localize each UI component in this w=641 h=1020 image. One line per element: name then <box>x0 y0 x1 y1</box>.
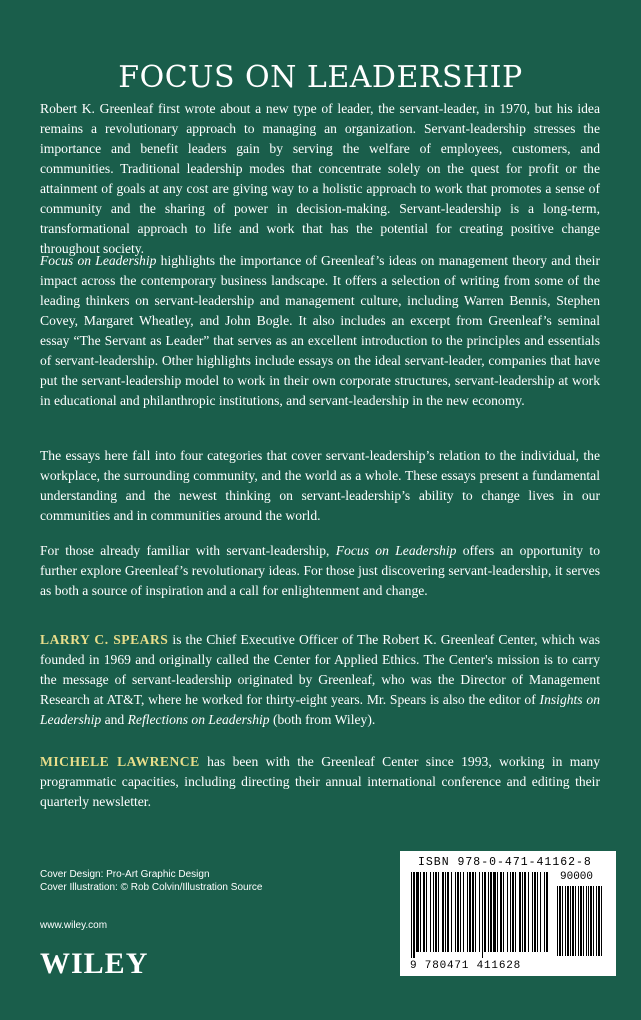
bio-text: has been with the Greenleaf Center since 1993, working in many programmatic capacities, including directing their annual international conference and editing their quarterly newsletter. <box>40 754 600 809</box>
description-paragraph-2 <box>40 251 600 411</box>
barcode-bar <box>482 872 483 958</box>
paragraph-text: offers an opportunity to further explore Greenleaf’s revolutionary ideas. For those just discovering servant-leadership, it serves as both a source of inspiration and a call for enlightenment and change. <box>40 543 600 598</box>
addon-bar <box>567 886 569 956</box>
barcode-bar <box>510 872 511 952</box>
book-title-italic: Focus on Leadership <box>40 253 157 268</box>
isbn-label: ISBN 978-0-471-41162-8 <box>418 856 592 869</box>
publisher-logo: WILEY <box>40 947 149 980</box>
barcode-graphic <box>407 870 607 958</box>
barcode-bar <box>512 872 514 952</box>
barcode-bar <box>488 872 489 952</box>
barcode-bar <box>438 872 439 952</box>
addon-bar <box>570 886 571 956</box>
addon-bar <box>583 886 584 956</box>
bio-text: and <box>101 712 128 727</box>
barcode-bar <box>493 872 496 952</box>
author-name: LARRY C. SPEARS <box>40 632 169 647</box>
barcode-bar <box>460 872 461 952</box>
barcode-digits: 9 780471 411628 <box>410 960 522 972</box>
addon-bar <box>562 886 563 956</box>
cover-credits <box>40 868 262 894</box>
book-reference: Insights on Leadership <box>40 692 600 727</box>
barcode-bar <box>463 872 464 952</box>
author-bio-lawrence <box>40 752 600 812</box>
barcode-bar <box>472 872 474 952</box>
addon-bar <box>588 886 589 956</box>
barcode-bar <box>423 872 425 952</box>
description-paragraph-4 <box>40 541 600 601</box>
addon-bar <box>593 886 594 956</box>
barcode-bar <box>534 872 536 952</box>
book-title: FOCUS ON LEADERSHIP <box>118 60 523 96</box>
paragraph-text: The essays here fall into four categories that cover servant-leadership’s relation to the individual, the workplace, the surrounding community, and the world as a whole. These essays present a fundamental understanding and the newest thinking on servant-leadership’s ability to change lives in our communities and in communities around the world. <box>40 448 600 523</box>
barcode-bar <box>515 872 516 952</box>
barcode-bar <box>519 872 521 952</box>
barcode-bar <box>451 872 452 952</box>
publisher-website: www.wiley.com <box>40 920 108 931</box>
barcode-bar <box>467 872 468 952</box>
barcode-bar <box>433 872 434 952</box>
barcode-bar <box>524 872 526 952</box>
addon-bar <box>580 886 582 956</box>
addon-bar <box>596 886 597 956</box>
barcode-bar <box>469 872 471 952</box>
author-name: MICHELE LAWRENCE <box>40 754 200 769</box>
price-code: 90000 <box>560 871 594 883</box>
barcode-bar <box>420 872 421 952</box>
barcode-bar <box>544 872 545 952</box>
barcode-bar <box>497 872 498 952</box>
barcode-bar <box>500 872 502 952</box>
book-reference: Reflections on Leadership <box>127 712 270 727</box>
barcode-bar <box>411 872 412 958</box>
barcode-bar <box>528 872 529 952</box>
bio-text: (both from Wiley). <box>269 712 376 727</box>
barcode-bar <box>430 872 431 952</box>
bio-text: is the Chief Executive Officer of The Robert K. Greenleaf Center, which was founded in 1969 and originally called the Center for Applied Ethics. The Center's mission is to carry the message of servant-leadership originated by Greenleaf, who was the Director of Management Research at AT&T, where he worked for thirty-eight years. Mr. Spears is also the editor of <box>40 632 600 707</box>
barcode-bar <box>447 872 449 952</box>
barcode-bar <box>435 872 437 952</box>
book-title-italic: Focus on Leadership <box>335 543 457 558</box>
addon-bar <box>601 886 602 956</box>
cover-illustration-credit: Cover Illustration: © Rob Colvin/Illustration Source <box>40 882 263 893</box>
barcode-bar <box>546 872 548 952</box>
description-paragraph-1 <box>40 99 600 259</box>
addon-bar <box>559 886 561 956</box>
barcode-bar <box>503 872 504 952</box>
addon-bar <box>586 886 587 956</box>
description-paragraph-3 <box>40 446 600 526</box>
barcode-bar <box>457 872 459 952</box>
addon-bar <box>572 886 574 956</box>
addon-bar <box>575 886 576 956</box>
addon-bar <box>578 886 579 956</box>
paragraph-text: For those already familiar with servant-leadership, <box>40 543 336 558</box>
barcode-bar <box>442 872 444 952</box>
barcode-bar <box>455 872 456 952</box>
barcode-bar <box>426 872 427 952</box>
barcode-bar <box>522 872 523 952</box>
barcode-bar <box>445 872 446 952</box>
barcode-bar <box>537 872 538 952</box>
addon-bar <box>565 886 566 956</box>
barcode-bar <box>532 872 533 952</box>
barcode-bar <box>507 872 508 952</box>
barcode-bar <box>540 872 541 952</box>
addon-bar <box>590 886 592 956</box>
addon-bar <box>598 886 600 956</box>
barcode-bar <box>490 872 492 952</box>
cover-design-credit: Cover Design: Pro-Art Graphic Design <box>40 869 210 880</box>
barcode-bar <box>484 872 486 952</box>
paragraph-text: highlights the importance of Greenleaf’s ideas on management theory and their impact across the contemporary business landscape. It offers a selection of writing from some of the leading thinkers on servant-leadership and management culture, including Warren Bennis, Stephen Covey, Margaret Wheatley, and John Bogle. It also includes an excerpt from Greenleaf’s seminal essay “The Servant as Leader” that serves as an excellent introduction to the principles and essentials of servant-leadership. Other highlights include essays on the ideal servant-leader, companies that have put the servant-leadership model to work in their own corporate structures, servant-leadership at work in educational and philanthropic institutions, and servant-leadership in the new economy. <box>40 253 600 408</box>
author-bio-spears <box>40 630 600 730</box>
barcode-bar <box>416 872 419 952</box>
paragraph-text: Robert K. Greenleaf first wrote about a new type of leader, the servant-leader, in 1970, but his idea remains a revolutionary approach to managing an organization. Servant-leadership stresses the importance and benefit leaders gain by serving the welfare of employees, customers, and communities. Traditional leadership modes that concentrate solely on the quest for profit or the attainment of goals at any cost are giving way to a holistic approach to work that promotes a sense of community and the sharing of power in decision-making. Servant-leadership is a long-term, transformational approach to life and work that has the potential for creating positive change throughout society. <box>40 101 600 256</box>
barcode-bar <box>479 872 480 952</box>
barcode-bar <box>475 872 476 952</box>
addon-bar <box>557 886 558 956</box>
barcode-bar <box>413 872 415 958</box>
